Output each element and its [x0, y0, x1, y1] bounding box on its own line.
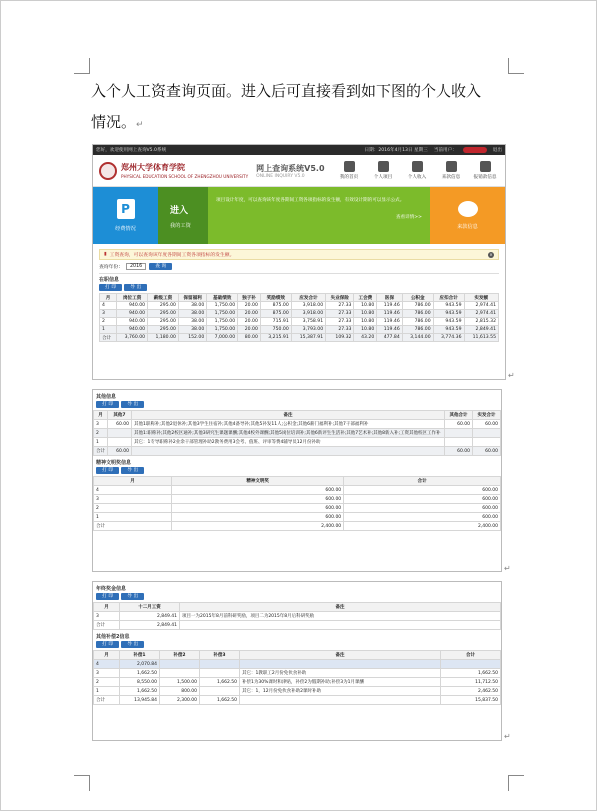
column-header[interactable]: 月	[94, 411, 108, 420]
table-cell	[108, 429, 132, 438]
on-duty-title: 在职信息	[99, 273, 499, 283]
column-header[interactable]: 奖励绩效	[260, 294, 291, 302]
table-row	[100, 310, 499, 318]
table-cell: 600.00	[172, 495, 344, 504]
table-cell: 10.80	[354, 318, 377, 326]
spirit-title: 精神文明奖信息	[96, 460, 132, 466]
table-cell: 2	[100, 318, 117, 326]
table-cell	[445, 429, 473, 438]
table-cell: 合计	[100, 334, 117, 342]
table-cell: 20.00	[238, 302, 261, 310]
table-row	[94, 420, 501, 429]
table-header-row	[94, 411, 501, 420]
column-header[interactable]: 备注	[132, 411, 445, 420]
spirit-table	[93, 476, 501, 531]
other-info-screenshot	[92, 389, 502, 572]
table-cell: 60.00	[445, 420, 473, 429]
table-row	[94, 438, 501, 447]
annual-bonus-title: 年终奖金信息	[96, 586, 127, 592]
table-cell: 其它：1专导职称补2业余干部管理补助2教务费用3会考、值班、评审等费4辅导员12月份补助	[132, 438, 445, 447]
table-cell: 1,662.50	[200, 678, 240, 687]
table-cell: 2,849.41	[464, 326, 499, 334]
table-cell: 3,760.00	[117, 334, 148, 342]
table-row	[94, 687, 501, 696]
nav-funds[interactable]: 来款信息	[437, 161, 465, 180]
table-cell: 13,945.84	[120, 696, 160, 705]
nav-projects[interactable]: 个人项目	[369, 161, 397, 180]
table-cell: 4	[94, 486, 172, 495]
table-cell: 600.00	[172, 513, 344, 522]
volume-icon: ▮	[104, 252, 107, 257]
export-button[interactable]: 导 出	[121, 641, 144, 648]
other-subsidy-title: 其他补偿2信息	[96, 634, 130, 640]
table-cell: 10.80	[354, 326, 377, 334]
table-cell: 109.32	[326, 334, 354, 342]
table-cell: 786.00	[402, 310, 433, 318]
table-cell	[132, 447, 445, 456]
table-row	[94, 660, 501, 669]
column-header[interactable]: 应发合计	[291, 294, 325, 302]
table-cell: 20.00	[238, 318, 261, 326]
brand-header	[93, 155, 505, 187]
table-cell	[441, 660, 501, 669]
table-cell: 295.00	[148, 318, 179, 326]
table-cell: 875.00	[260, 310, 291, 318]
table-cell	[200, 687, 240, 696]
table-cell: 1	[94, 438, 108, 447]
table-cell: 38.00	[178, 318, 206, 326]
table-cell: 2,815.32	[464, 318, 499, 326]
table-cell: 2,849.41	[120, 621, 180, 630]
tile-funding[interactable]: P 经费情况	[93, 187, 158, 244]
column-header[interactable]: 薪级工资	[148, 294, 179, 302]
table-row	[94, 495, 501, 504]
column-header[interactable]: 月	[94, 603, 120, 612]
table-cell: 其它：1教职工2月份免伙食补助	[240, 669, 441, 678]
column-header[interactable]: 十二月工资	[120, 603, 180, 612]
tile-income[interactable]: 来款信息	[430, 187, 505, 244]
table-cell: 786.00	[402, 302, 433, 310]
table-row	[94, 447, 501, 456]
table-row	[94, 504, 501, 513]
table-cell: 1	[94, 687, 120, 696]
table-cell: 38.00	[178, 302, 206, 310]
other-info-table	[93, 410, 501, 456]
table-cell: 合计	[94, 522, 172, 531]
table-cell: 940.00	[117, 326, 148, 334]
wallet-icon	[480, 161, 491, 172]
column-header[interactable]: 合计	[441, 651, 501, 660]
table-cell: 15,837.50	[441, 696, 501, 705]
coins-icon	[446, 161, 457, 172]
table-row	[94, 522, 501, 531]
table-cell: 10.80	[354, 310, 377, 318]
table-cell: 1	[100, 326, 117, 334]
table-cell: 3,793.00	[291, 326, 325, 334]
column-header[interactable]: 补偿3	[200, 651, 240, 660]
spirit-buttons	[96, 467, 498, 474]
table-cell: 600.00	[344, 504, 501, 513]
table-cell: 800.00	[160, 687, 200, 696]
welcome-text: 您好，欢迎使用网上查询V5.0系统	[96, 148, 167, 153]
table-cell: 600.00	[172, 504, 344, 513]
table-cell: 152.00	[178, 334, 206, 342]
column-header[interactable]: 补偿2	[160, 651, 200, 660]
table-cell: 1,500.00	[160, 678, 200, 687]
table-cell: 786.00	[402, 318, 433, 326]
table-cell	[473, 429, 501, 438]
column-header[interactable]: 独子补	[238, 294, 261, 302]
table-cell: 20.00	[238, 326, 261, 334]
table-row	[94, 678, 501, 687]
nav-income[interactable]: 个人收入	[403, 161, 431, 180]
table-cell: 2,974.41	[464, 302, 499, 310]
table-cell: 875.00	[260, 302, 291, 310]
table-cell: 119.46	[377, 318, 403, 326]
salary-system-screenshot	[92, 144, 506, 380]
table-cell: 2	[94, 678, 120, 687]
query-row: 查询年份： 2016 查 询	[99, 263, 499, 270]
year-select[interactable]: 2016	[126, 263, 146, 270]
table-cell: 补偿1为30%课时和津贴，补偿2为假期补助;补偿3为1月课酬	[240, 678, 441, 687]
table-cell: 60.00	[108, 447, 132, 456]
table-header-row	[94, 651, 501, 660]
hand-coins-icon	[458, 201, 478, 217]
table-cell: 3,215.91	[260, 334, 291, 342]
table-cell: 295.00	[148, 310, 179, 318]
column-header[interactable]: 精神文明奖	[172, 477, 344, 486]
table-cell: 119.46	[377, 326, 403, 334]
table-cell: 940.00	[117, 302, 148, 310]
table-row	[94, 612, 501, 621]
top-bar	[93, 145, 505, 155]
on-duty-buttons	[99, 284, 499, 291]
table-cell: 3,144.00	[402, 334, 433, 342]
table-cell: 943.59	[433, 302, 464, 310]
table-cell: 4	[94, 660, 120, 669]
column-header[interactable]: 合计	[344, 477, 501, 486]
table-cell: 940.00	[117, 310, 148, 318]
date-text: 日期：2016年4月13日 星期三	[364, 148, 428, 153]
export-button[interactable]: 导 出	[124, 284, 147, 291]
table-cell: 8,550.00	[120, 678, 160, 687]
table-cell	[200, 660, 240, 669]
column-header[interactable]: 补偿1	[120, 651, 160, 660]
table-cell: 合计	[94, 447, 108, 456]
table-row	[100, 318, 499, 326]
table-cell: 60.00	[473, 420, 501, 429]
tile-my-salary[interactable]: 进入 我的工资	[158, 187, 208, 244]
crop-mark-bottom-right	[508, 775, 524, 791]
bonus-screenshot	[92, 581, 502, 741]
table-cell: 2,462.50	[441, 687, 501, 696]
table-cell: 60.00	[473, 447, 501, 456]
table-cell	[180, 621, 501, 630]
table-cell: 3,918.00	[291, 302, 325, 310]
current-user-label: 当前用户：	[433, 148, 457, 153]
table-cell: 合计	[94, 696, 120, 705]
table-cell: 295.00	[148, 326, 179, 334]
table-cell: 38.00	[178, 326, 206, 334]
table-cell	[200, 669, 240, 678]
print-button[interactable]: 打 印	[96, 467, 119, 474]
table-cell: 1,662.50	[441, 669, 501, 678]
table-cell: 11,712.50	[441, 678, 501, 687]
table-cell: 2,300.00	[160, 696, 200, 705]
table-cell: 1,750.00	[207, 326, 238, 334]
table-cell: 1	[94, 513, 172, 522]
paragraph-line-2: 情况。↵	[91, 113, 144, 131]
table-cell: 2,400.00	[344, 522, 501, 531]
table-cell: 1,180.00	[148, 334, 179, 342]
table-cell: 2,974.41	[464, 310, 499, 318]
other-subsidy-table	[93, 650, 501, 705]
table-row	[100, 326, 499, 334]
table-cell: 3	[100, 310, 117, 318]
table-cell: 600.00	[344, 513, 501, 522]
table-cell: 600.00	[172, 486, 344, 495]
other-info-title: 其他信息	[96, 394, 117, 400]
table-cell	[473, 438, 501, 447]
table-cell: 其他1职称补;其他2退休补;其他3学生住宿补;其他4备导补;其他5补发11人;公积金;其他6薪门福利补;其他7干部福利补	[132, 420, 445, 429]
print-button[interactable]: 打 印	[96, 641, 119, 648]
annual-bonus-buttons	[96, 593, 498, 600]
table-cell	[160, 669, 200, 678]
table-cell: 15,387.91	[291, 334, 325, 342]
school-brand: 郑州大学体育学院 PHYSICAL EDUCATION SCHOOL OF ZHENGZHOU UNIVERSITY	[121, 162, 249, 179]
crop-mark-bottom-left	[74, 775, 90, 791]
table-cell	[108, 438, 132, 447]
table-row	[94, 696, 501, 705]
column-header[interactable]: 备注	[240, 651, 441, 660]
column-header[interactable]: 基础绩效	[207, 294, 238, 302]
home-icon	[344, 161, 355, 172]
table-cell: 10.80	[354, 302, 377, 310]
table-header-row	[94, 603, 501, 612]
tile-notice: 项目设计年度，可以查询该年度各期间工资各项指标的发生额，有效设计期的可以显示公式。 查看详情>>	[208, 187, 430, 244]
table-cell: 27.33	[326, 318, 354, 326]
table-cell: 4	[100, 302, 117, 310]
table-header-row	[100, 294, 499, 302]
column-header[interactable]: 月	[94, 477, 172, 486]
table-cell	[240, 696, 441, 705]
table-cell: 943.59	[433, 310, 464, 318]
column-header[interactable]: 工会费	[354, 294, 377, 302]
return-mark: ↵	[504, 564, 511, 573]
other-subsidy-buttons	[96, 641, 498, 648]
close-icon[interactable]: ×	[489, 252, 493, 257]
table-cell: 1,750.00	[207, 310, 238, 318]
table-cell: 600.00	[344, 495, 501, 504]
table-header-row	[94, 477, 501, 486]
table-cell: 1,662.50	[200, 696, 240, 705]
column-header[interactable]: 医保	[377, 294, 403, 302]
print-button[interactable]: 打 印	[99, 284, 122, 291]
table-cell: 其他1:职称补;其他2校区通补;其他3研究生课题课酬;其他4校外课酬;其他5岗位培训补;其他6新评生生活补;其他7艺术补;其他8新入补;工资其他校区工作补	[132, 429, 445, 438]
crop-mark-top-right	[508, 58, 524, 74]
return-mark: ↵	[136, 120, 144, 130]
table-row	[100, 302, 499, 310]
table-cell: 600.00	[344, 486, 501, 495]
table-cell: 3,758.91	[291, 318, 325, 326]
return-mark: ↵	[504, 732, 511, 741]
table-cell: 477.84	[377, 334, 403, 342]
table-row	[94, 513, 501, 522]
on-duty-table	[99, 293, 499, 342]
more-link[interactable]: 查看详情>>	[395, 215, 422, 220]
nav-home[interactable]: 我的首页	[335, 161, 363, 180]
banner-tiles	[93, 187, 505, 244]
system-title-block: 网上查询系统V5.0 ONLINE INQUIRY V5.0	[256, 163, 325, 179]
table-cell: 119.46	[377, 302, 403, 310]
column-header[interactable]: 月	[100, 294, 117, 302]
table-cell: 3	[94, 669, 120, 678]
table-cell: 3	[94, 495, 172, 504]
person-icon	[378, 161, 389, 172]
table-row	[100, 334, 499, 342]
column-header[interactable]: 实发合计	[473, 411, 501, 420]
other-info-buttons	[96, 401, 498, 408]
username-redacted	[463, 147, 487, 153]
table-cell: 940.00	[117, 318, 148, 326]
column-header[interactable]: 月	[94, 651, 120, 660]
table-cell: 38.00	[178, 310, 206, 318]
powerpoint-icon: P	[117, 199, 135, 219]
table-cell: 2,070.84	[120, 660, 160, 669]
return-mark: ↵	[508, 371, 515, 380]
table-cell	[240, 660, 441, 669]
table-cell: 其它：1，12月份免伙食补助2课时补助	[240, 687, 441, 696]
query-button[interactable]: 查 询	[149, 263, 172, 270]
table-cell: 1,750.00	[207, 318, 238, 326]
table-cell: 7,000.00	[207, 334, 238, 342]
table-row	[94, 429, 501, 438]
table-cell: 项目一为2015年8月前科研奖励，项目二为2015年8月后科研奖励	[180, 612, 501, 621]
table-cell: 119.46	[377, 310, 403, 318]
person-money-icon	[412, 161, 423, 172]
table-cell: 80.00	[238, 334, 261, 342]
export-button[interactable]: 导 出	[121, 467, 144, 474]
table-row	[94, 621, 501, 630]
table-row	[94, 486, 501, 495]
table-cell: 2,849.41	[120, 612, 180, 621]
table-cell: 943.59	[433, 326, 464, 334]
table-cell: 3	[94, 612, 120, 621]
table-cell: 20.00	[238, 310, 261, 318]
nav-reimburse[interactable]: 报销款信息	[471, 161, 499, 180]
table-cell: 1,662.50	[120, 687, 160, 696]
table-cell: 合计	[94, 621, 120, 630]
table-cell: 1,662.50	[120, 669, 160, 678]
school-logo-icon	[99, 162, 117, 180]
annual-bonus-table	[93, 602, 501, 630]
paragraph-line-1: 入个人工资查询页面。进入后可直接看到如下图的个人收入	[91, 82, 482, 100]
column-header[interactable]: 应扣合计	[433, 294, 464, 302]
table-cell: 295.00	[148, 302, 179, 310]
column-header[interactable]: 保留福利	[178, 294, 206, 302]
table-cell: 3,918.00	[291, 310, 325, 318]
table-cell: 2,400.00	[172, 522, 344, 531]
column-header[interactable]: 岗位工资	[117, 294, 148, 302]
column-header[interactable]: 公积金	[402, 294, 433, 302]
table-cell: 27.33	[326, 310, 354, 318]
table-row	[94, 669, 501, 678]
table-cell: 1,750.00	[207, 302, 238, 310]
column-header[interactable]: 其他合计	[445, 411, 473, 420]
column-header[interactable]: 其他7	[108, 411, 132, 420]
table-cell: 27.33	[326, 302, 354, 310]
main-nav	[335, 161, 499, 180]
alert-bar: ▮ 工资查询，可以查询该年度各期间工资各项指标的发生额。 ×	[99, 249, 499, 260]
print-button[interactable]: 打 印	[96, 593, 119, 600]
table-cell: 750.00	[260, 326, 291, 334]
logout-link[interactable]: 退出	[492, 148, 502, 153]
table-cell: 715.91	[260, 318, 291, 326]
table-cell: 2	[94, 429, 108, 438]
table-cell: 60.00	[108, 420, 132, 429]
print-button[interactable]: 打 印	[96, 401, 119, 408]
table-cell: 786.00	[402, 326, 433, 334]
table-cell: 43.20	[354, 334, 377, 342]
table-cell: 2	[94, 504, 172, 513]
table-cell	[445, 438, 473, 447]
table-cell: 3,774.36	[433, 334, 464, 342]
column-header[interactable]: 备注	[180, 603, 501, 612]
column-header[interactable]: 失业保险	[326, 294, 354, 302]
column-header[interactable]: 实发额	[464, 294, 499, 302]
export-button[interactable]: 导 出	[121, 593, 144, 600]
crop-mark-top-left	[74, 58, 90, 74]
table-cell: 60.00	[445, 447, 473, 456]
table-cell: 11,613.55	[464, 334, 499, 342]
table-cell: 27.33	[326, 326, 354, 334]
table-cell: 943.59	[433, 318, 464, 326]
export-button[interactable]: 导 出	[121, 401, 144, 408]
table-cell: 3	[94, 420, 108, 429]
table-cell	[160, 660, 200, 669]
